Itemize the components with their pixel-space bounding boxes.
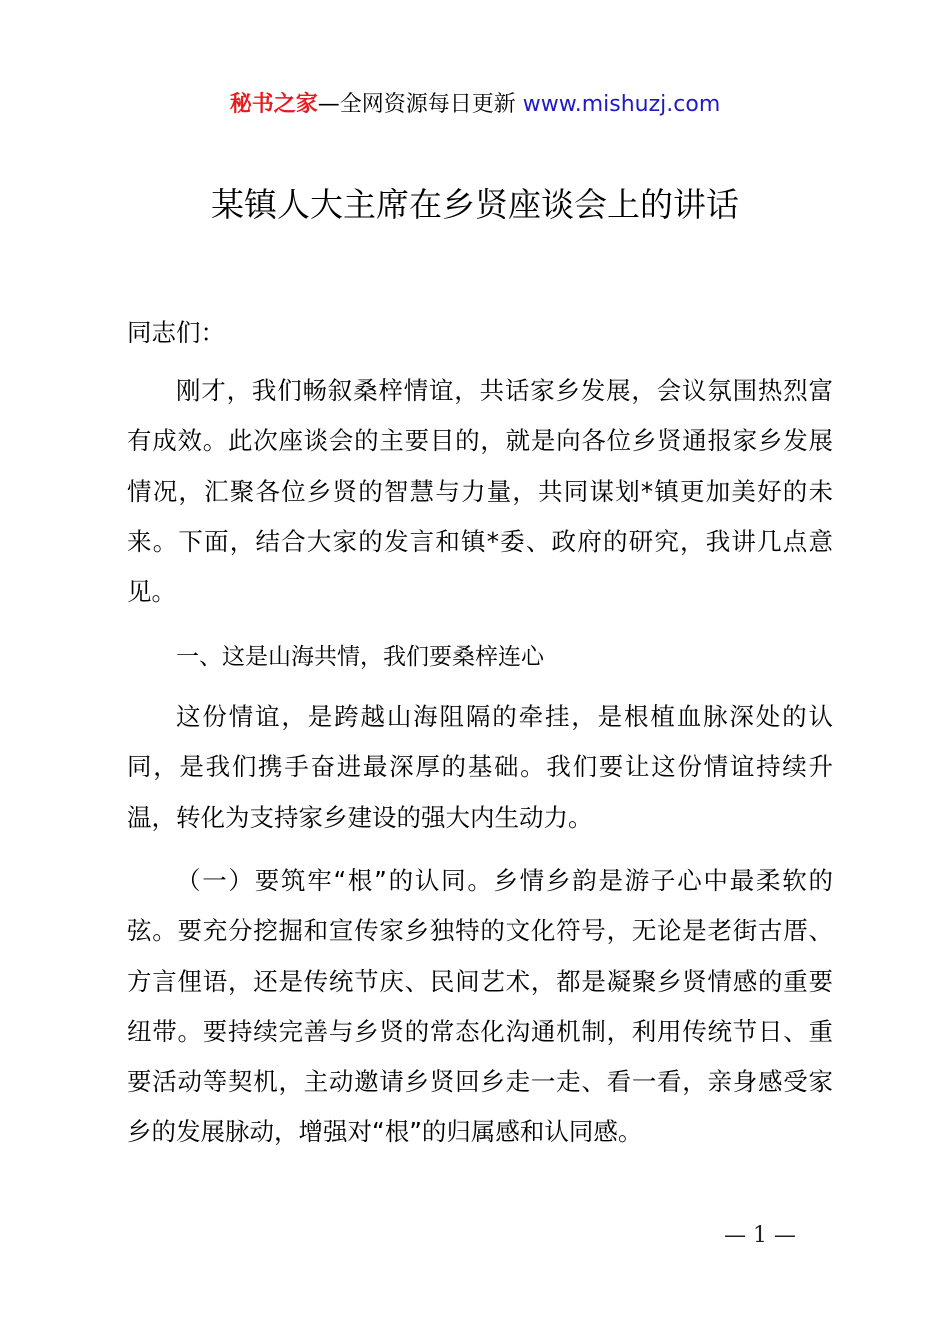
paragraph-section-1: 这份情谊，是跨越山海阻隔的牵挂，是根植血脉深处的认同，是我们携手奋进最深厚的基础。我们要让这份情谊持续升温，转化为支持家乡建设的强大内生动力。: [127, 702, 833, 832]
site-url-link[interactable]: www.mishuzj.com: [522, 92, 721, 117]
salutation: 同志们：: [127, 318, 225, 347]
document-title: 某镇人大主席在乡贤座谈会上的讲话: [211, 185, 739, 224]
site-banner: [0, 88, 950, 122]
brand-name: 秘书之家: [229, 92, 318, 117]
banner-slogan: —全网资源每日更新: [317, 92, 523, 117]
page-number: — 1 —: [724, 1223, 796, 1248]
paragraph-intro: 刚才，我们畅叙桑梓情谊，共话家乡发展，会议氛围热烈富有成效。此次座谈会的主要目的，就是向各位乡贤通报家乡发展情况，汇聚各位乡贤的智慧与力量，共同谋划*镇更加美好的未来。下面，结合大家的发言和镇*委、政府的研究，我讲几点意见。: [127, 376, 833, 607]
paragraph-subsection-1: （一）要筑牢“根”的认同。乡情乡韵是游子心中最柔软的弦。要充分挖掘和宣传家乡独特的文化符号，无论是老街古厝、方言俚语，还是传统节庆、民间艺术，都是凝聚乡贤情感的重要纽带。要持续完善与乡贤的常态化沟通机制，利用传统节日、重要活动等契机，主动邀请乡贤回乡走一走、看一看，亲身感受家乡的发展脉动，增强对“根”的归属感和认同感。: [127, 866, 833, 1147]
section-heading-1: 一、这是山海共情，我们要桑梓连心: [176, 644, 544, 670]
